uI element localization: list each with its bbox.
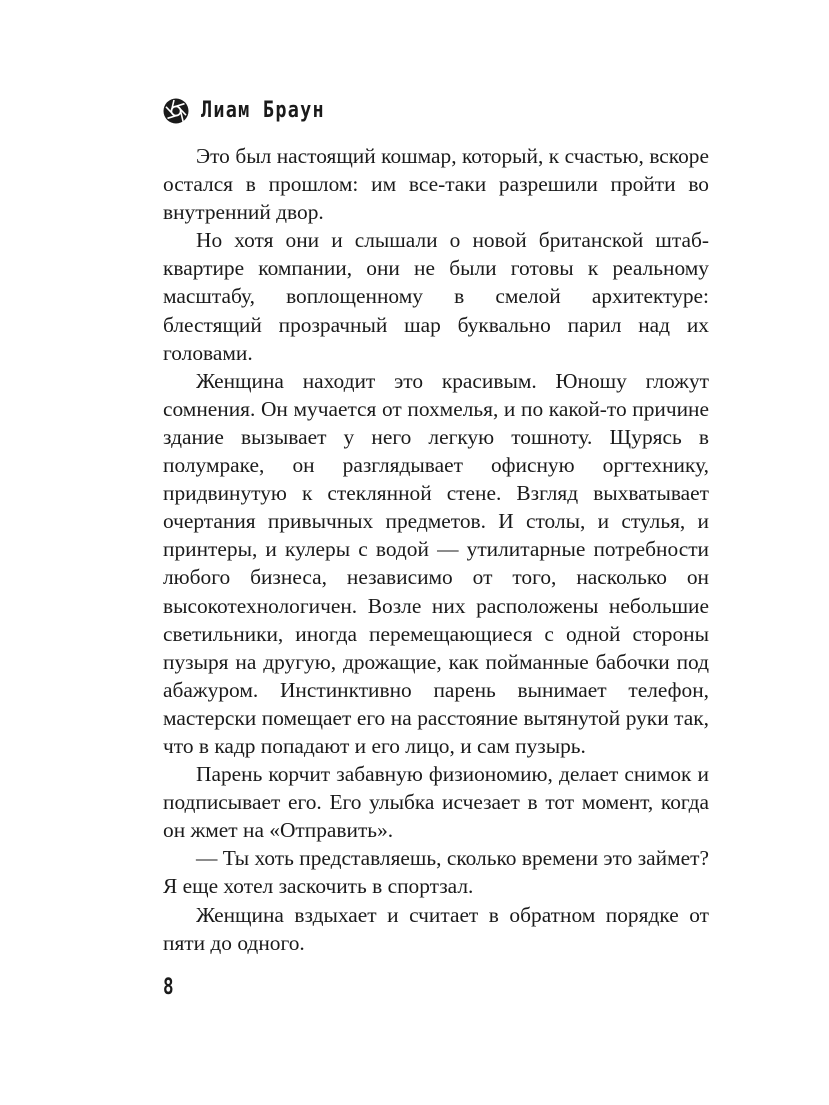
paragraph: Женщина находит это красивым. Юношу гложут сомнения. Он мучается от похмелья, и по какой-то причине здание вызывает у него легкую тошноту. Щурясь в полумраке, он разглядывает офисную оргтехнику, придвинутую к стеклянной стене. Взгляд выхватывает очертания привычных предметов. И столы, и стулья, и принтеры, и кулеры с водой — утилитарные потребности любого бизнеса, независимо от того, насколько он высокотехнологичен. Возле них расположены небольшие светильники, иногда перемещающиеся с одной стороны пузыря на другую, дрожащие, как пойманные бабочки под абажуром. Инстинктивно парень вынимает телефон, мастерски помещает его на расстояние вытянутой руки так, что в кадр попадают и его лицо, и сам пузырь. xyxy=(163,368,709,758)
page-number: 8 xyxy=(163,975,174,1000)
paragraph: Это был настоящий кошмар, который, к счастью, вскоре остался в прошлом: им все-таки разрешили пройти во внутренний двор. xyxy=(163,144,709,225)
running-header xyxy=(163,96,348,126)
body-text xyxy=(163,142,709,957)
paragraph: Но хотя они и слышали о новой британской штаб-квартире компании, они не были готовы к реальному масштабу, воплощенному в смелой архитектуре: блестящий прозрачный шар буквально парил над их головами. xyxy=(163,228,709,365)
dialogue-paragraph: — Ты хоть представляешь, сколько времени это займет? Я еще хотел заскочить в спортзал. xyxy=(163,846,709,899)
paragraph: Женщина вздыхает и считает в обратном порядке от пяти до одного. xyxy=(163,902,709,955)
author-name: Лиам Браун xyxy=(201,98,325,123)
paragraph: Парень корчит забавную физиономию, делает снимок и подписывает его. Его улыбка исчезает в тот момент, когда он жмет на «Отправить». xyxy=(163,762,709,843)
aperture-icon xyxy=(163,98,189,124)
